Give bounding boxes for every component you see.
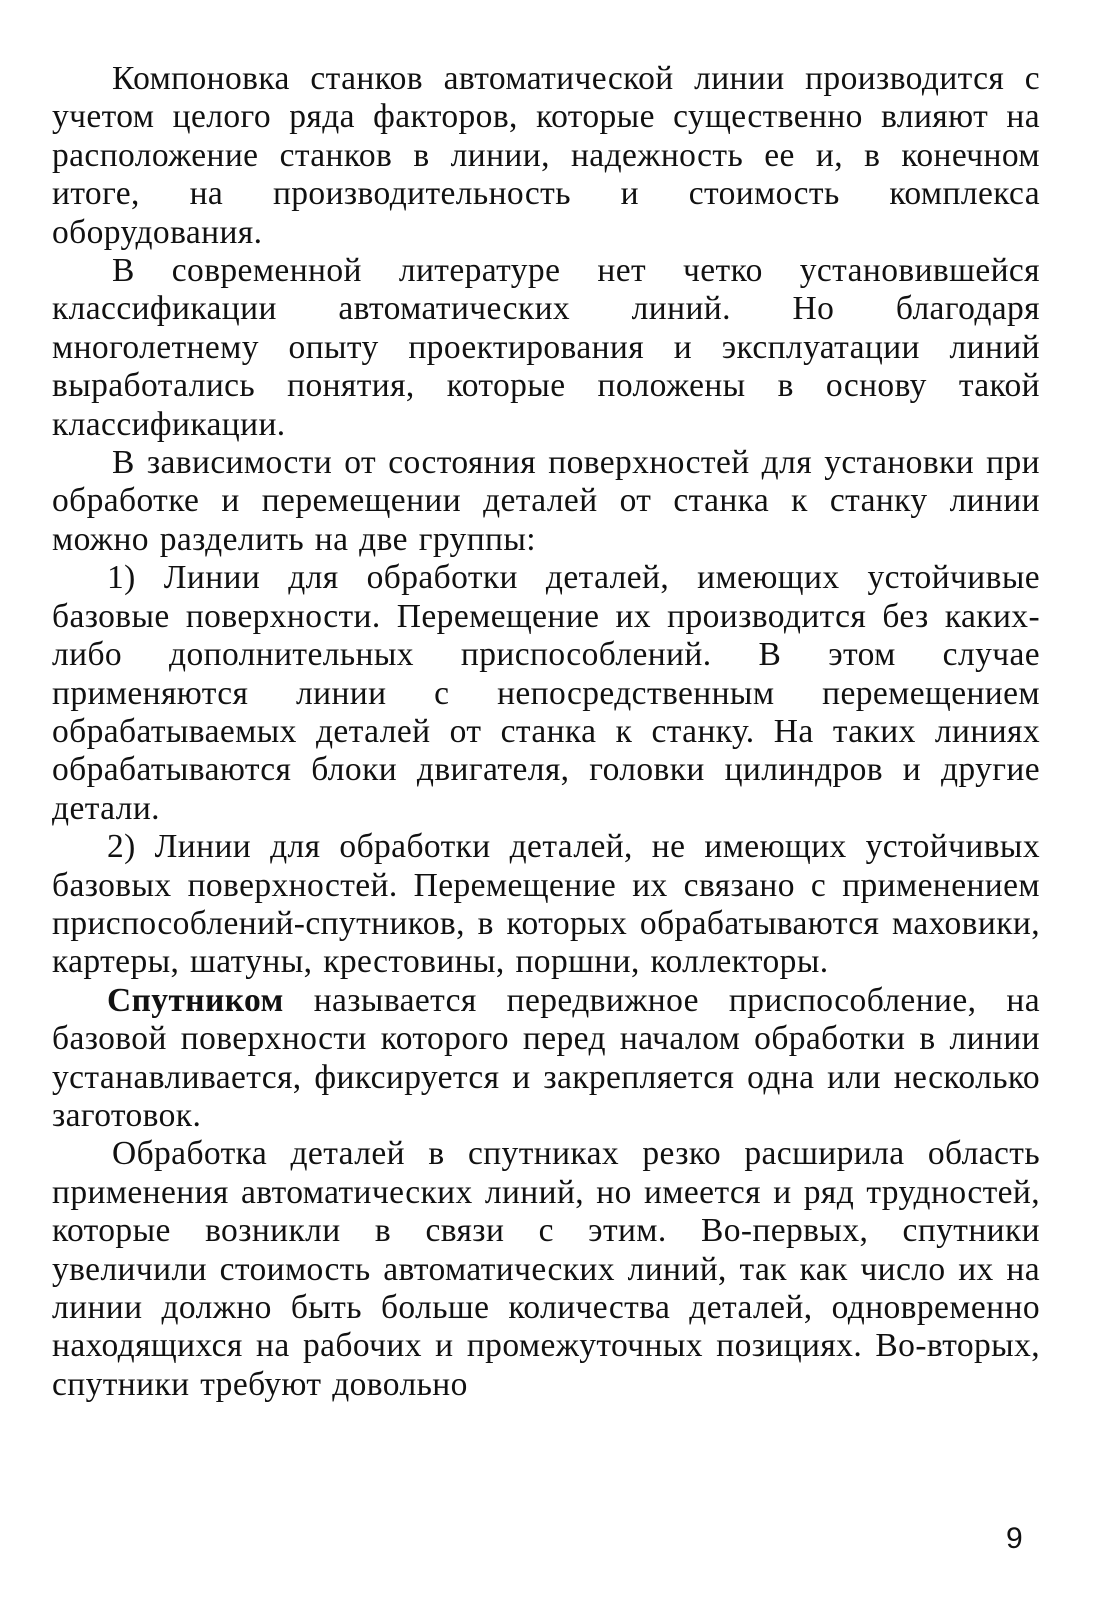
list-item-group-1: 1) Линии для обработки деталей, имеющих устойчивые базовые поверхности. Перемещение их производится без каких-либо дополнительных приспособлений. В этом случае применяются линии с непосредственным перемещением обрабатываемых деталей от станка к станку. На таких линиях обрабатываются блоки двигателя, головки цилиндров и другие детали. (52, 559, 1040, 827)
paragraph-literature: В современной литературе нет четко установившейся классификации автоматических линий. Но благодаря многолетнему опыту проектирования и эксплуатации линий выработались понятия, которые положены в основу такой классификации. (52, 252, 1040, 443)
paragraph-definition (52, 982, 1040, 1136)
paragraph-processing: Обработка деталей в спутниках резко расширила область применения автоматических линий, но имеется и ряд трудностей, которые возникли в связи с этим. Во-первых, спутники увеличили стоимость автоматических линий, так как число их на линии должно быть больше количества деталей, одновременно находящихся на рабочих и промежуточных позициях. Во-вторых, спутники требуют довольно (52, 1135, 1040, 1403)
list-item-group-2: 2) Линии для обработки деталей, не имеющих устойчивых базовых поверхностей. Перемещение их связано с применением приспособлений-спутников, в которых обрабатываются маховики, картеры, шатуны, крестовины, поршни, коллекторы. (52, 828, 1040, 981)
paragraph-intro: Компоновка станков автоматической линии производится с учетом целого ряда факторов, которые существенно влияют на расположение станков в линии, надежность ее и, в конечном итоге, на производительность и стоимость комплекса оборудования. (52, 60, 1040, 251)
page-body (52, 60, 1040, 1404)
defined-term: Спутником (107, 981, 284, 1019)
paragraph-groups: В зависимости от состояния поверхностей для установки при обработке и перемещении деталей от станка к станку линии можно разделить на две группы: (52, 444, 1040, 558)
definition-text: называется передвижное приспособление, на базовой поверхности которого перед началом обработки в линии устанавливается, фиксируется и закрепляется одна или несколько заготовок. (52, 981, 1040, 1134)
page-number: 9 (1006, 1522, 1023, 1555)
